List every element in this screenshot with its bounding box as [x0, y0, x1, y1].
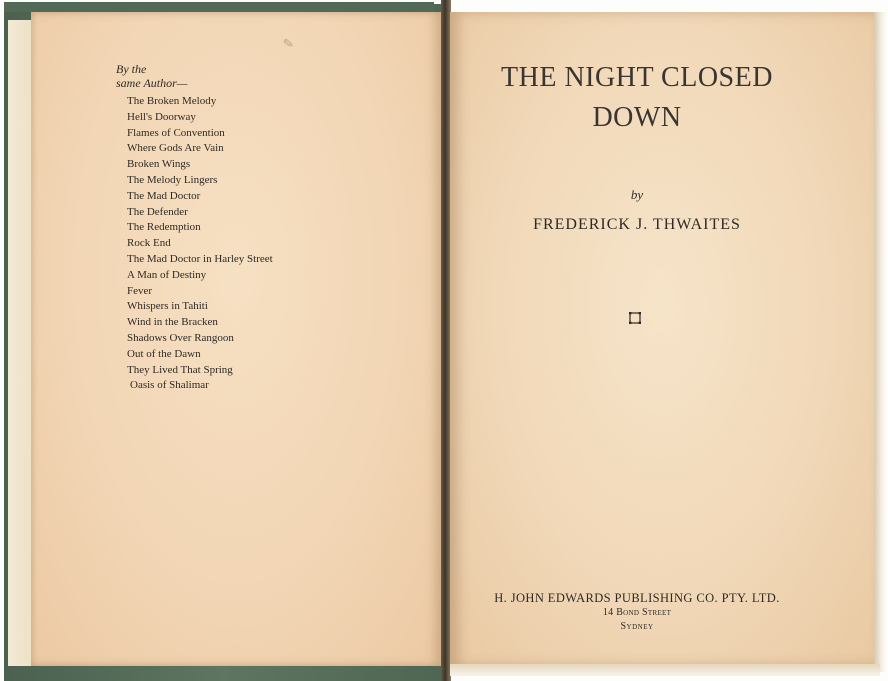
- by-author-line-1: By the: [116, 62, 147, 76]
- ornament-icon: [628, 311, 642, 325]
- list-item: Whispers in Tahiti: [127, 300, 208, 313]
- by-line: by: [630, 187, 644, 202]
- pencil-mark: ✎: [281, 35, 295, 52]
- list-item: Where Gods Are Vain: [127, 142, 224, 155]
- list-item: The Melody Lingers: [127, 173, 218, 186]
- list-item: Fever: [127, 284, 153, 297]
- publisher-name: H. JOHN EDWARDS PUBLISHING CO. PTY. LTD.: [494, 591, 780, 605]
- list-item: The Redemption: [127, 221, 201, 234]
- book-title-line-1: THE NIGHT CLOSED: [501, 62, 773, 93]
- list-item: Out of the Dawn: [127, 347, 201, 360]
- book-cover-top: [4, 2, 434, 12]
- list-item: Hell's Doorway: [127, 110, 196, 123]
- author-name: FREDERICK J. THWAITES: [533, 216, 741, 233]
- list-item: A Man of Destiny: [127, 268, 207, 281]
- publisher-city: Sydney: [620, 621, 654, 632]
- publisher-street: 14 Bond Street: [602, 607, 672, 618]
- list-item: The Mad Doctor: [127, 189, 201, 202]
- list-item: The Broken Melody: [127, 95, 217, 107]
- list-item: The Mad Doctor in Harley Street: [127, 252, 273, 265]
- list-item: Rock End: [127, 237, 171, 250]
- by-author-line-2: same Author—: [116, 76, 188, 90]
- page-edges-right: [874, 12, 888, 672]
- list-item: The Defender: [127, 205, 188, 218]
- list-item: Flames of Convention: [127, 126, 225, 139]
- list-item: Shadows Over Rangoon: [127, 331, 234, 344]
- page-edges-bottom: [450, 664, 880, 676]
- list-item: Wind in the Bracken: [127, 316, 218, 329]
- book-title-line-2: DOWN: [592, 102, 682, 133]
- by-author-heading: [116, 62, 187, 90]
- other-works-list: [127, 94, 273, 394]
- list-item: Broken Wings: [127, 158, 191, 171]
- list-item: Oasis of Shalimar: [130, 379, 209, 392]
- list-item: They Lived That Spring: [127, 363, 233, 376]
- endpaper-strip: [8, 20, 32, 666]
- book-title: [462, 58, 812, 138]
